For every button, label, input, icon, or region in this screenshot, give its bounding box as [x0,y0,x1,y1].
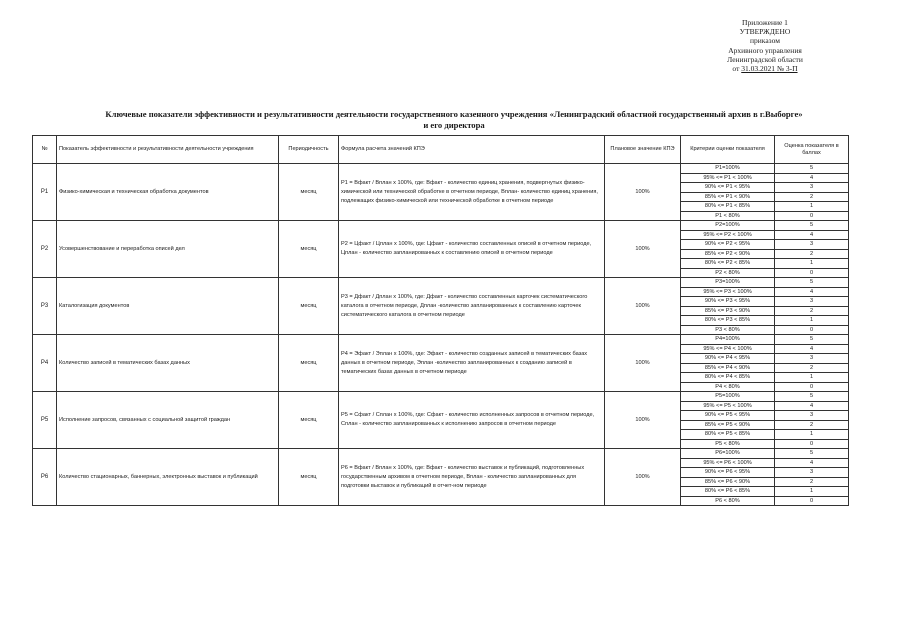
table-row [33,278,849,288]
kpi-target: 100% [605,449,681,506]
kpi-criterion: 95% <= Р4 < 100% [681,344,775,354]
kpi-criterion: 85% <= Р1 < 90% [681,192,775,202]
kpi-criterion: Р1=100% [681,164,775,174]
table-header-row [33,136,849,164]
header-period: Периодичность [279,136,339,164]
kpi-number: Р3 [33,278,57,335]
kpi-score: 0 [775,382,849,392]
kpi-criterion: 85% <= Р2 < 90% [681,249,775,259]
kpi-criterion: 95% <= Р2 < 100% [681,230,775,240]
kpi-criterion: 80% <= Р1 < 85% [681,202,775,212]
kpi-criterion: 80% <= Р3 < 85% [681,316,775,326]
kpi-score: 1 [775,316,849,326]
kpi-target: 100% [605,335,681,392]
header-num: № [33,136,57,164]
kpi-period: месяц [279,164,339,221]
kpi-criterion: Р5=100% [681,392,775,402]
kpi-criterion: 95% <= Р6 < 100% [681,458,775,468]
date-value: 31.03.2021 № 3-П [741,64,798,74]
approved-label: УТВЕРЖДЕНО [739,27,791,37]
kpi-score: 2 [775,363,849,373]
kpi-score: 4 [775,401,849,411]
kpi-criterion: 85% <= Р4 < 90% [681,363,775,373]
kpi-score: 5 [775,335,849,345]
kpi-name: Исполнение запросов, связанных с социальной защитой граждан [57,392,279,449]
kpi-number: Р1 [33,164,57,221]
kpi-number: Р6 [33,449,57,506]
kpi-name: Количество стационарных, баннерных, электронных выставок и публикаций [57,449,279,506]
kpi-score: 5 [775,278,849,288]
kpi-criterion: Р2=100% [681,221,775,231]
kpi-score: 0 [775,496,849,506]
kpi-criterion: 90% <= Р6 < 95% [681,468,775,478]
kpi-criterion: 85% <= Р5 < 90% [681,420,775,430]
kpi-score: 2 [775,192,849,202]
kpi-criterion: 95% <= Р1 < 100% [681,173,775,183]
kpi-score: 2 [775,249,849,259]
kpi-criterion: 85% <= Р6 < 90% [681,477,775,487]
kpi-score: 1 [775,202,849,212]
kpi-score: 5 [775,221,849,231]
kpi-criterion: Р2 < 80% [681,268,775,278]
kpi-score: 0 [775,325,849,335]
kpi-criterion: 95% <= Р5 < 100% [681,401,775,411]
kpi-period: месяц [279,392,339,449]
kpi-score: 3 [775,411,849,421]
kpi-period: месяц [279,278,339,335]
kpi-criterion: 90% <= Р4 < 95% [681,354,775,364]
kpi-score: 4 [775,287,849,297]
kpi-number: Р4 [33,335,57,392]
kpi-formula: Р6 = Вфакт / Вплан х 100%, где: Вфакт - количество выставок и публикаций, подготовленных государственным архивом в отчетном периоде, Вплан - количество запланированных для подготовки выставок и публикаций в отчет-ном периоде [339,449,605,506]
table-body [33,164,849,506]
kpi-formula: Р2 = Цфакт / Цплан х 100%, где: Цфакт - количество составленных описей в отчетном периоде, Цплан - количество запланированных к составлению описей в отчетном периоде [339,221,605,278]
kpi-period: месяц [279,335,339,392]
kpi-score: 1 [775,430,849,440]
kpi-criterion: 80% <= Р5 < 85% [681,430,775,440]
appendix-label: Приложение 1 [742,18,788,27]
header-score: Оценка показателя в баллах [775,136,849,164]
kpi-score: 4 [775,173,849,183]
kpi-target: 100% [605,221,681,278]
kpi-criterion: Р6=100% [681,449,775,459]
kpi-criterion: 95% <= Р3 < 100% [681,287,775,297]
kpi-criterion: 80% <= Р4 < 85% [681,373,775,383]
kpi-score: 0 [775,439,849,449]
kpi-score: 3 [775,354,849,364]
kpi-score: 2 [775,477,849,487]
approval-date [680,64,850,73]
kpi-score: 3 [775,468,849,478]
kpi-formula: Р5 = Сфакт / Сплан х 100%, где: Сфакт - количество исполненных запросов в отчетном периоде, Сплан - количество запланированных к исполнению запросов в отчетном периоде [339,392,605,449]
kpi-criterion: 90% <= Р2 < 95% [681,240,775,250]
kpi-score: 4 [775,344,849,354]
table-row [33,392,849,402]
kpi-score: 3 [775,183,849,193]
kpi-score: 0 [775,268,849,278]
kpi-target: 100% [605,164,681,221]
header-criteria: Критерии оценки показателя [681,136,775,164]
kpi-period: месяц [279,221,339,278]
date-prefix: от [732,64,742,74]
kpi-score: 2 [775,306,849,316]
header-target: Плановое значение КПЭ [605,136,681,164]
kpi-score: 4 [775,230,849,240]
kpi-criterion: Р5 < 80% [681,439,775,449]
kpi-criterion: 90% <= Р1 < 95% [681,183,775,193]
kpi-score: 1 [775,487,849,497]
kpi-criterion: Р3=100% [681,278,775,288]
table-row [33,164,849,174]
table-row [33,449,849,459]
header-formula: Формула расчета значений КПЭ [339,136,605,164]
kpi-score: 2 [775,420,849,430]
kpi-name: Количество записей в тематических базах данных [57,335,279,392]
kpi-criterion: 90% <= Р3 < 95% [681,297,775,307]
kpi-score: 5 [775,164,849,174]
kpi-score: 3 [775,240,849,250]
kpi-score: 1 [775,373,849,383]
kpi-criterion: 80% <= Р2 < 85% [681,259,775,269]
header-name: Показатель эффективности и результативности деятельности учреждения [57,136,279,164]
kpi-criterion: Р3 < 80% [681,325,775,335]
kpi-formula: Р3 = Дфакт / Дплан х 100%, где: Дфакт - количество составленных карточек систематического каталога в отчетном периоде, Дплан -количество запланированных к составлению карточек систематического каталога в отчетном периоде [339,278,605,335]
kpi-number: Р5 [33,392,57,449]
kpi-criterion: Р4=100% [681,335,775,345]
kpi-criterion: 85% <= Р3 < 90% [681,306,775,316]
kpi-period: месяц [279,449,339,506]
approval-block [680,18,850,73]
kpi-score: 5 [775,449,849,459]
kpi-table [32,135,849,506]
kpi-criterion: Р4 < 80% [681,382,775,392]
kpi-target: 100% [605,392,681,449]
kpi-name: Каталогизация документов [57,278,279,335]
kpi-criterion: Р1 < 80% [681,211,775,221]
kpi-criterion: Р6 < 80% [681,496,775,506]
table-row [33,335,849,345]
kpi-criterion: 80% <= Р6 < 85% [681,487,775,497]
title-line-2: и его директора [423,119,485,130]
kpi-score: 5 [775,392,849,402]
dept-label: Архивного управления [728,45,802,55]
kpi-name: Физико-химическая и техническая обработка документов [57,164,279,221]
kpi-formula: Р4 = Эфакт / Эплан х 100%, где: Эфакт - количество созданных записей в тематических базах данных в отчетном периоде, Эплан -количество запланированных к созданию записей в тематических базах данных в отчетном периоде [339,335,605,392]
kpi-score: 4 [775,458,849,468]
kpi-name: Усовершенствование и переработка описей дел [57,221,279,278]
region-label: Ленинградской области [727,54,803,64]
order-label: приказом [750,36,780,46]
kpi-score: 1 [775,259,849,269]
kpi-score: 3 [775,297,849,307]
document-title [20,109,888,130]
title-line-1: Ключевые показатели эффективности и результативности деятельности государственного казенного учреждения «Ленинградский областной государственный архив в г.Выборге» [105,109,803,119]
kpi-target: 100% [605,278,681,335]
kpi-score: 0 [775,211,849,221]
kpi-number: Р2 [33,221,57,278]
kpi-criterion: 90% <= Р5 < 95% [681,411,775,421]
kpi-formula: Р1 = Вфакт / Вплан х 100%, где: Вфакт - количество единиц хранения, подвергнутых физико-химической или технической обработке в отчетном периоде, Вплан- количество единиц хранения, подлежащих физико-химической или технической обработке в отчетном периоде [339,164,605,221]
table-row [33,221,849,231]
